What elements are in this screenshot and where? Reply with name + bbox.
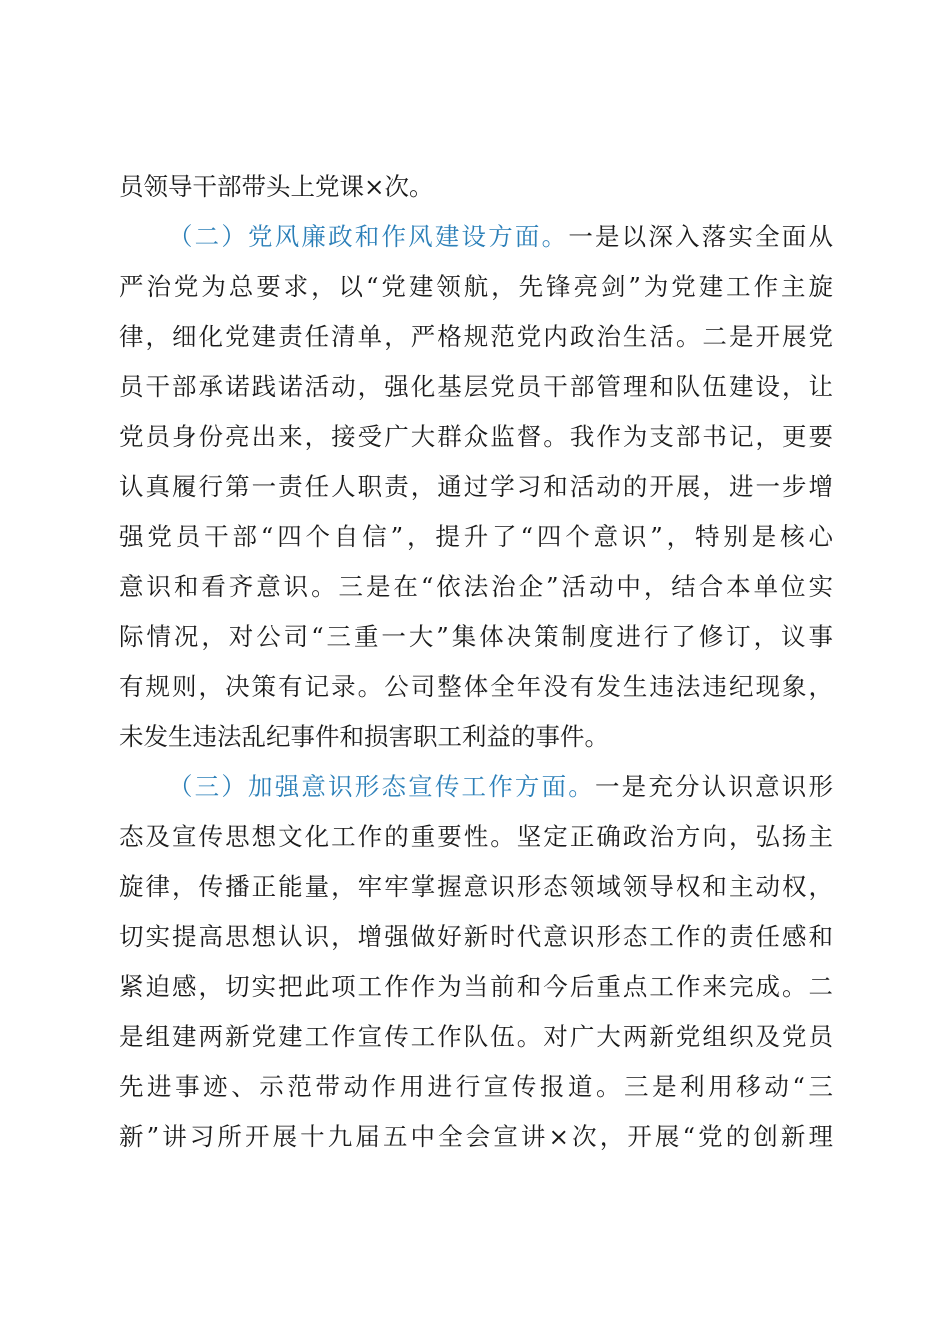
text-line: 强党员干部“四个自信”，提升了“四个意识”，特别是核心 [119,522,833,551]
text-line: 是组建两新党建工作宣传工作队伍。对广大两新党组织及党员 [119,1022,833,1051]
text-line: 员干部承诺践诺活动，强化基层党员干部管理和队伍建设，让 [119,372,833,401]
text-line: 紧迫感，切实把此项工作作为当前和今后重点工作来完成。二 [119,972,833,1001]
text-line: 党员身份亮出来，接受广大群众监督。我作为支部书记，更要 [119,422,833,451]
text-run: 一是以深入落实全面从 [568,222,833,251]
text-line: 严治党为总要求，以“党建领航，先锋亮剑”为党建工作主旋 [119,272,833,301]
text-line: 意识和看齐意识。三是在“依法治企”活动中，结合本单位实 [119,572,833,601]
text-line: 旋律，传播正能量，牢牢掌握意识形态领域领导权和主动权， [119,872,833,901]
paragraph-1 [119,162,833,212]
text-line: 有规则，决策有记录。公司整体全年没有发生违法违纪现象， [119,672,833,701]
document-body [119,162,833,1162]
text-line: 先进事迹、示范带动作用进行宣传报道。三是利用移动“三 [119,1072,833,1101]
text-line [119,212,833,262]
paragraph-2 [119,212,833,762]
text-line: 新”讲习所开展十九届五中全会宣讲×次，开展“党的创新理 [119,1122,833,1151]
text-line [119,762,833,812]
text-line: 态及宣传思想文化工作的重要性。坚定正确政治方向，弘扬主 [119,822,833,851]
text-line: 律，细化党建责任清单，严格规范党内政治生活。二是开展党 [119,322,833,351]
text-line: 切实提高思想认识，增强做好新时代意识形态工作的责任感和 [119,922,833,951]
section-heading-2: （二）党风廉政和作风建设方面。 [168,222,569,251]
text-line: 认真履行第一责任人职责，通过学习和活动的开展，进一步增 [119,472,833,501]
text-line: 员领导干部带头上党课×次。 [119,172,434,201]
paragraph-3 [119,762,833,1162]
text-line: 际情况，对公司“三重一大”集体决策制度进行了修订，议事 [119,622,833,651]
text-line: 未发生违法乱纪事件和损害职工利益的事件。 [119,722,609,751]
text-run: 一是充分认识意识形 [595,772,833,801]
section-heading-3: （三）加强意识形态宣传工作方面。 [168,772,595,801]
